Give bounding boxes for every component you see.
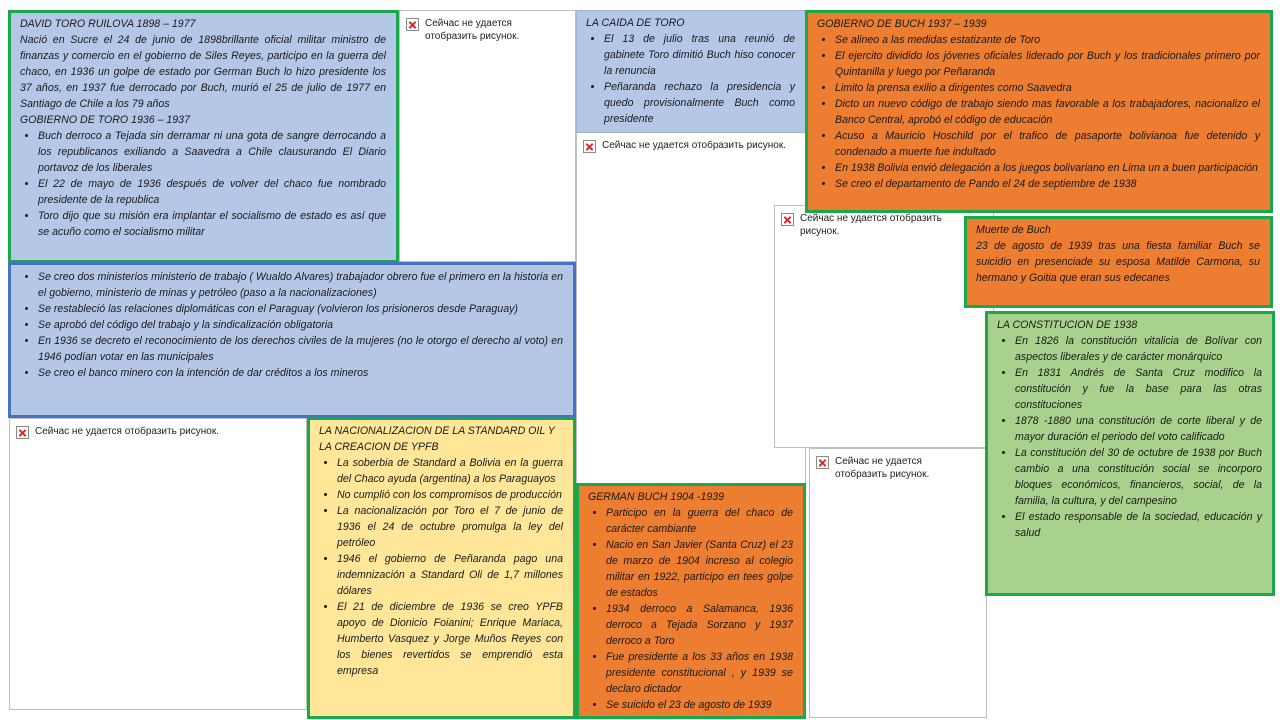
list-item: • Acuso a Mauricio Hoschild por el trafico de pasaporte bolivianoa fue detenido y condenado a muerte fue indultado	[835, 128, 1260, 160]
list-item: • La soberbia de Standard a Bolivia en la guerra del Chaco ayuda (argentina) a los Paraguayos	[337, 455, 563, 487]
toro-measures-list	[20, 269, 563, 381]
placeholder-text: Сейчас не удается отобразить рисунок.	[602, 140, 786, 151]
toro-government-title: GOBIERNO DE TORO 1936 – 1937	[20, 114, 190, 126]
list-item: • 1934 derroco a Salamanca, 1936 derroco a Tejada Sorzano y 1937 derroco a Toro	[606, 601, 793, 649]
list-item: • Se suicido el 23 de agosto de 1939	[606, 697, 793, 713]
broken-image-icon	[583, 140, 596, 153]
nationalization-list	[319, 455, 563, 679]
image-placeholder-5	[809, 448, 987, 718]
list-item: • Fue presidente a los 33 años en 1938 presidente constitucional , y 1939 se declaro dictador	[606, 649, 793, 697]
broken-image-icon	[406, 18, 419, 31]
broken-image-icon	[816, 456, 829, 469]
list-item: • Buch derroco a Tejada sin derramar ni una gota de sangre derrocando a los republicanos exiliando a Saavedra a Chile clausurando El Diario portavoz de los liberales	[38, 128, 386, 176]
image-placeholder-3	[774, 205, 994, 448]
toro-fall-box	[576, 10, 806, 133]
list-item: • Se creo el banco minero con la intención de dar créditos a los mineros	[38, 365, 563, 381]
broken-image-icon	[16, 426, 29, 439]
toro-bio-text: Nació en Sucre el 24 de junio de 1898brillante oficial militar ministro de finanzas y comercio en el gobierno de Siles Reyes, participo en la guerra del chaco, en 1936 un golpe de estado por German Buch lo hizo presidente los 37 años, en 1937 fue derrocado por Buch, murió el 25 de julio de 1977 en Santiago de Chile a los 79 años	[20, 34, 386, 110]
toro-title: DAVID TORO RUILOVA 1898 – 1977	[20, 18, 196, 30]
list-item: • La constitución del 30 de octubre de 1938 por Buch cambio a una constitución social se incorporo bloques económicos, financieros, social, de la familia, la cultura, y del campesino	[1015, 445, 1262, 509]
buch-death-text: 23 de agosto de 1939 tras una fiesta familiar Buch se suicidio en presenciade su esposa Matilde Carmona, su hermano y Goitia que eran sus edecanes	[976, 240, 1260, 284]
buch-government-box	[805, 10, 1273, 213]
buch-biography-box	[576, 483, 806, 719]
list-item: • El 21 de diciembre de 1936 se creo YPFB apoyo de Dionicio Foianini; Enrique Mariaca, Humberto Vasquez y Jorge Muños Reyes con los bienes revertidos se emprendió esta empresa	[337, 599, 563, 679]
buch-government-title: GOBIERNO DE BUCH 1937 – 1939	[817, 18, 987, 30]
buch-biography-list	[588, 505, 793, 713]
constitution-list	[997, 333, 1262, 541]
image-placeholder-1	[399, 10, 576, 262]
list-item: • Toro dijo que su misión era implantar el socialismo de estado es así que se acuño como el socialismo militar	[38, 208, 386, 240]
toro-fall-title: LA CAIDA DE TORO	[586, 17, 685, 29]
list-item: • El 13 de julio tras una reunió de gabinete Toro dimitió Buch hiso conocer la renuncia	[604, 31, 795, 79]
list-item: • Se restableció las relaciones diplomáticas con el Paraguay (volvieron los prisioneros desde Paraguay)	[38, 301, 563, 317]
list-item: • En 1831 Andrés de Santa Cruz modifico la constitución y fue la base para las otras constituciones	[1015, 365, 1262, 413]
placeholder-text: Сейчас не удается отобразить рисунок.	[425, 18, 520, 42]
toro-fall-list	[586, 31, 795, 127]
list-item: • Nacio en San Javier (Santa Cruz) el 23 de marzo de 1904 increso al colegio militar en 1922, participo en tees golpe de estados	[606, 537, 793, 601]
nationalization-box	[307, 417, 576, 719]
list-item: • En 1826 la constitución vitalicia de Bolívar con aspectos liberales y de carácter monárquico	[1015, 333, 1262, 365]
buch-death-box	[964, 216, 1273, 308]
list-item: • Peñaranda rechazo la presidencia y quedo provisionalmente Buch como presidente	[604, 79, 795, 127]
list-item: • La nacionalización por Toro el 7 de junio de 1936 el 24 de octubre promulga la ley del petróleo	[337, 503, 563, 551]
list-item: • El 22 de mayo de 1936 después de volver del chaco fue nombrado presidente de la republica	[38, 176, 386, 208]
list-item: • Participo en la guerra del chaco de carácter cambiante	[606, 505, 793, 537]
buch-government-list	[817, 32, 1260, 192]
list-item: • Se creo dos ministerios ministerio de trabajo ( Wualdo Alvares) trabajador obrero fue el primero en la historia en el gobierno, ministerio de minas y petróleo (paso a la nacionalizaciones)	[38, 269, 563, 301]
list-item: • El ejercito dividido los jóvenes oficiales liderado por Buch y los tradicionales primero por Quintanilla y luego por Peñaranda	[835, 48, 1260, 80]
buch-biography-title: GERMAN BUCH 1904 -1939	[588, 491, 725, 503]
placeholder-text: Сейчас не удается отобразить рисунок.	[835, 456, 930, 480]
list-item: • 1878 -1880 una constitución de corte liberal y de mayor duración el periodo del voto calificado	[1015, 413, 1262, 445]
list-item: • Se aprobó del código del trabajo y la sindicalización obligatoria	[38, 317, 563, 333]
list-item: • 1946 el gobierno de Peñaranda pago una indemnización a Standard Oli de 1,7 millones dólares	[337, 551, 563, 599]
toro-biography-box	[8, 10, 399, 263]
list-item: • Se creo el departamento de Pando el 24 de septiembre de 1938	[835, 176, 1260, 192]
list-item: • En 1938 Bolivia envió delegación a los juegos bolivariano en Lima un a buen participación	[835, 160, 1260, 176]
list-item: • Dicto un nuevo código de trabajo siendo mas favorable a los trabajadores, nacionalizo el Banco Central, aprobó el código de educación	[835, 96, 1260, 128]
list-item: • Se alineo a las medidas estatizante de Toro	[835, 32, 1260, 48]
constitution-box	[985, 311, 1275, 596]
image-placeholder-4	[9, 418, 307, 710]
list-item: • En 1936 se decreto el reconocimiento de los derechos civiles de la mujeres (no le otorgo el derecho al voto) en 1946 podían votar en las municipales	[38, 333, 563, 365]
broken-image-icon	[781, 213, 794, 226]
list-item: • No cumplió con los compromisos de producción	[337, 487, 563, 503]
nationalization-title: LA NACIONALIZACION DE LA STANDARD OIL Y LA CREACION DE YPFB	[319, 425, 555, 453]
constitution-title: LA CONSTITUCION DE 1938	[997, 319, 1138, 331]
image-placeholder-2	[576, 132, 806, 484]
list-item: • Limito la prensa exilio a dirigentes como Saavedra	[835, 80, 1260, 96]
buch-death-title: Muerte de Buch	[976, 224, 1051, 236]
list-item: • El estado responsable de la sociedad, educación y salud	[1015, 509, 1262, 541]
toro-measures-box	[8, 262, 576, 418]
toro-government-list	[20, 128, 386, 240]
placeholder-text: Сейчас не удается отобразить рисунок.	[800, 213, 942, 237]
placeholder-text: Сейчас не удается отобразить рисунок.	[35, 426, 219, 437]
